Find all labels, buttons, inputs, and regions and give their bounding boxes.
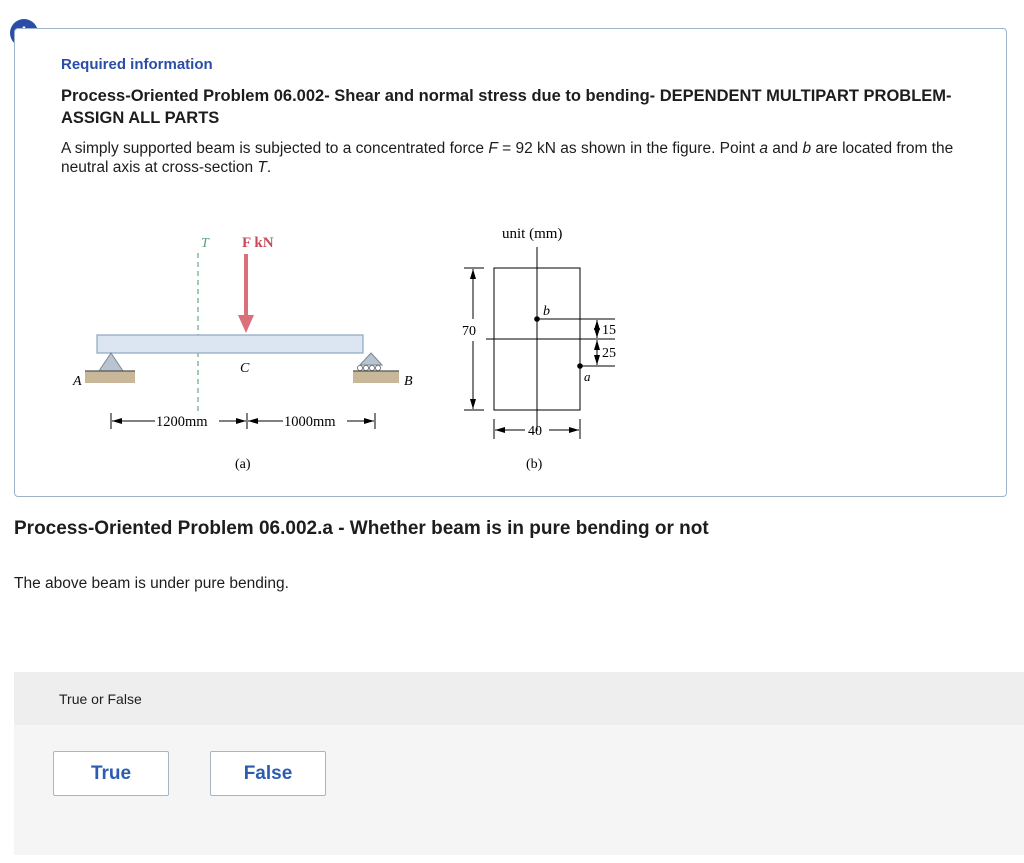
support-a-label: A: [73, 374, 82, 389]
problem-text-2: = 92 kN as shown in the figure. Point: [497, 140, 760, 157]
ground-b-icon: [353, 371, 399, 383]
pin-support-icon: [99, 353, 123, 371]
answer-area: [14, 725, 1024, 855]
caption-b: (b): [526, 457, 543, 472]
answer-header: [14, 672, 1024, 725]
ground-a-icon: [85, 371, 135, 383]
beam-figure: [55, 189, 645, 489]
problem-title: Process-Oriented Problem 06.002- Shear and normal stress due to bending- DEPENDENT MULTIPART PROBLEM- ASSIGN ALL PARTS: [61, 87, 952, 127]
problem-text-end: .: [266, 159, 272, 176]
point-b-fig-label: b: [543, 304, 550, 319]
problem-text-and: and: [767, 140, 803, 157]
required-information-heading: Required information: [61, 56, 213, 73]
dim-right-label: 1000mm: [284, 414, 336, 430]
dim-a-label: 25: [602, 346, 616, 361]
true-button[interactable]: True: [53, 751, 169, 796]
false-button[interactable]: False: [210, 751, 326, 796]
height-label: 70: [462, 324, 476, 339]
point-c-label: C: [240, 361, 250, 376]
dim-left-label: 1200mm: [156, 414, 208, 430]
dim-b-label: 15: [602, 323, 616, 338]
point-a-dot: [577, 363, 583, 369]
figure-b: [462, 226, 616, 472]
required-information-panel: [14, 28, 1007, 497]
force-arrow-head-icon: [238, 315, 254, 333]
width-label: 40: [528, 424, 542, 439]
figure-a: [72, 235, 413, 472]
roller-1: [357, 365, 362, 370]
caption-a: (a): [235, 457, 251, 472]
problem-text-1: A simply supported beam is subjected to a concentrated force: [61, 140, 489, 157]
problem-text-3: are located from the neutral axis at cross-section: [61, 140, 954, 176]
section-symbol: T: [257, 159, 267, 176]
roller-4: [375, 365, 380, 370]
part-title: Process-Oriented Problem 06.002.a - Whether beam is in pure bending or not: [14, 518, 709, 539]
force-symbol: F: [488, 140, 498, 157]
question-statement: The above beam is under pure bending.: [14, 575, 289, 592]
point-a-fig-label: a: [584, 369, 591, 384]
roller-support-icon: [360, 353, 382, 365]
roller-3: [369, 365, 374, 370]
section-t-label: T: [201, 236, 209, 251]
point-b-dot: [534, 316, 540, 322]
unit-label: unit (mm): [502, 226, 563, 242]
force-label: F kN: [242, 235, 274, 251]
beam: [97, 335, 363, 353]
point-b-symbol: b: [802, 140, 812, 157]
point-a-symbol: a: [759, 140, 768, 157]
problem-description: [61, 139, 981, 177]
answer-prompt: True or False: [59, 691, 142, 707]
support-b-label: B: [404, 374, 413, 389]
roller-2: [363, 365, 368, 370]
